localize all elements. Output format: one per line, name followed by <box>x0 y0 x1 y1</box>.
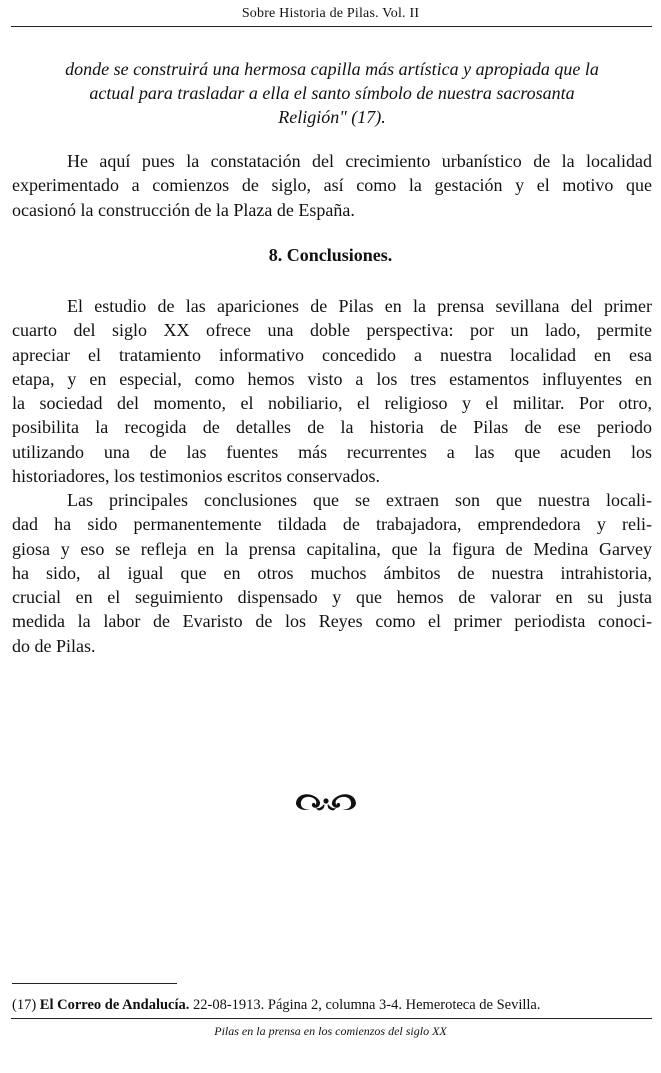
section-heading: 8. Conclusiones. <box>268 245 393 265</box>
paragraph-study <box>12 294 652 488</box>
text-line: historiadores, los testimonios escritos conservados. <box>12 466 380 487</box>
text-line: do de Pilas. <box>12 635 96 656</box>
footnote-marker: (17) <box>12 997 37 1013</box>
text-line: dad ha sido permanentemente tildada de trabajadora, emprendedora y reli- <box>12 514 652 535</box>
footnote-source: El Correo de Andalucía. <box>39 997 190 1013</box>
text-line: giosa y eso se refleja en la prensa capitalina, que la figura de Medina Garvey <box>12 538 652 559</box>
text-line: la sociedad del momento, el nobiliario, el religioso y el militar. Por otro, <box>12 393 652 414</box>
text-line: apreciar el tratamiento informativo concedido a nuestra localidad en esa <box>12 344 652 365</box>
text-line: Las principales conclusiones que se extraen son que nuestra locali- <box>67 490 652 510</box>
footnote-rule <box>12 983 177 984</box>
text-line: etapa, y en especial, como hemos visto a los tres estamentos influyentes en <box>12 368 652 389</box>
text-line: experimentado a comienzos de siglo, así como la gestación y el motivo que <box>12 175 652 196</box>
text-line: El estudio de las apariciones de Pilas en la prensa sevillana del primer <box>67 296 652 316</box>
paragraph-urban-growth <box>12 149 652 222</box>
text-line: He aquí pues la constatación del crecimiento urbanístico de la localidad <box>67 151 652 171</box>
quote-line: actual para trasladar a ella el santo símbolo de nuestra sacrosanta <box>89 83 575 103</box>
quote-line: Religión" (17). <box>278 107 386 127</box>
running-footer: Pilas en la prensa en los comienzos del siglo XX <box>214 1024 447 1038</box>
quote-block <box>12 57 652 129</box>
paragraph-conclusions <box>12 488 652 658</box>
text-line: medida la labor de Evaristo de los Reyes como el primer periodista conoci- <box>12 611 652 632</box>
text-line: posibilita la recogida de detalles de la historia de Pilas de ese periodo <box>12 417 652 438</box>
footer-rule <box>11 1018 652 1019</box>
header-rule <box>11 26 652 27</box>
footnote <box>12 997 652 1014</box>
running-header: Sobre Historia de Pilas. Vol. II <box>241 6 420 21</box>
footnote-details: 22-08-1913. Página 2, columna 3-4. Hemeroteca de Sevilla. <box>193 997 541 1013</box>
text-line: crucial en el seguimiento dispensado y que hemos de valorar en su justa <box>12 587 652 608</box>
text-line: utilizando una de las fuentes más recurrentes a las que acuden los <box>12 441 652 462</box>
quote-line: donde se construirá una hermosa capilla más artística y apropiada que la <box>65 59 599 79</box>
text-line: ha sido, al igual que en otros muchos ámbitos de nuestra intrahistoria, <box>12 562 652 583</box>
text-line: cuarto del siglo XX ofrece una doble perspectiva: por un lado, permite <box>12 320 652 341</box>
text-line: ocasionó la construcción de la Plaza de España. <box>12 199 355 220</box>
fleuron-ornament-icon <box>294 790 358 812</box>
